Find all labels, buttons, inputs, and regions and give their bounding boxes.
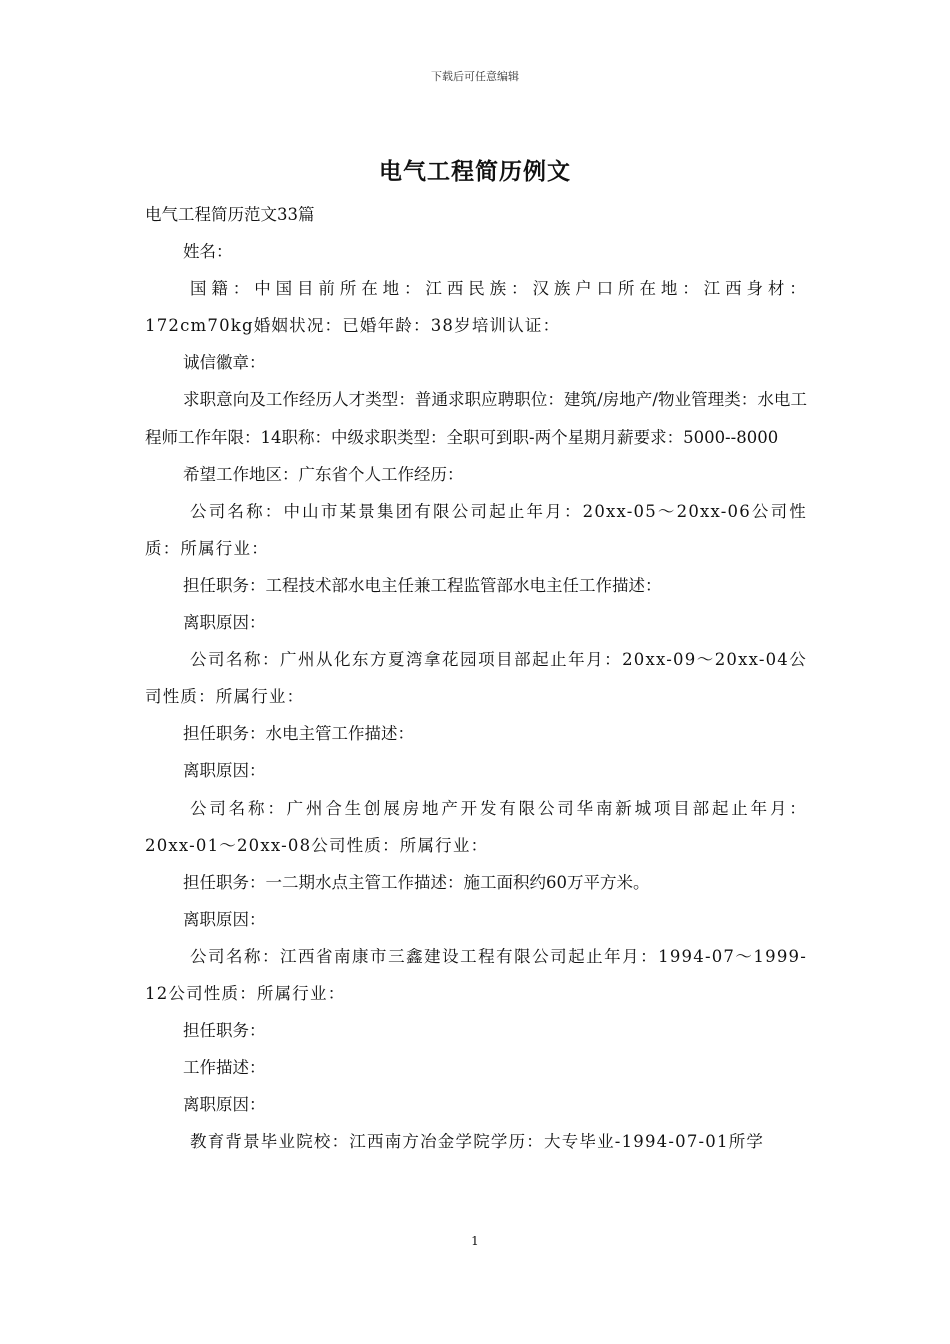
paragraph-position-4: 担任职务： (183, 1021, 266, 1041)
paragraph-personal-info: 国籍：中国目前所在地：江西民族：汉族户口所在地：江西身材：172cm70kg婚姻状况：已婚年龄：38岁培训认证： (145, 279, 807, 336)
paragraph-company-2: 公司名称：广州从化东方夏湾拿花园项目部起止年月：20xx-09～20xx-04公司性质：所属行业： (145, 650, 807, 707)
document-title: 电气工程简历例文 (379, 158, 571, 185)
paragraph-company-1: 公司名称：中山市某景集团有限公司起止年月：20xx-05～20xx-06公司性质：所属行业： (145, 501, 807, 558)
paragraph-job-intention: 求职意向及工作经历人才类型：普通求职应聘职位：建筑/房地产/物业管理类：水电工程师工作年限：14职称：中级求职类型：全职可到职-两个星期月薪要求：5000--8000 (145, 390, 807, 447)
document-body (145, 196, 807, 1160)
paragraph-position-3: 担任职务：一二期水点主管工作描述：施工面积约60万平方米。 (183, 872, 650, 892)
paragraph-leave-reason-1: 离职原因： (183, 613, 266, 633)
header-note: 下载后可任意编辑 (431, 70, 519, 83)
paragraph-work-region: 希望工作地区：广东省个人工作经历： (183, 464, 464, 484)
page-number: 1 (471, 1234, 479, 1248)
paragraph-leave-reason-4: 离职原因： (183, 1095, 266, 1115)
paragraph-company-3: 公司名称：广州合生创展房地产开发有限公司华南新城项目部起止年月：20xx-01～20xx-08公司性质：所属行业： (145, 798, 807, 855)
paragraph-name: 姓名： (183, 242, 233, 262)
paragraph-education: 教育背景毕业院校：江西南方冶金学院学历：大专毕业-1994-07-01所学 (190, 1132, 765, 1152)
paragraph-badge: 诚信徽章： (183, 353, 266, 373)
paragraph-leave-reason-2: 离职原因： (183, 761, 266, 781)
subtitle-line: 电气工程简历范文33篇 (145, 205, 315, 224)
paragraph-position-1: 担任职务：工程技术部水电主任兼工程监管部水电主任工作描述： (183, 575, 662, 595)
paragraph-position-2: 担任职务：水电主管工作描述： (183, 724, 414, 744)
paragraph-leave-reason-3: 离职原因： (183, 909, 266, 929)
paragraph-job-description-4: 工作描述： (183, 1058, 266, 1078)
paragraph-company-4: 公司名称：江西省南康市三鑫建设工程有限公司起止年月：1994-07～1999-12公司性质：所属行业： (145, 946, 807, 1003)
